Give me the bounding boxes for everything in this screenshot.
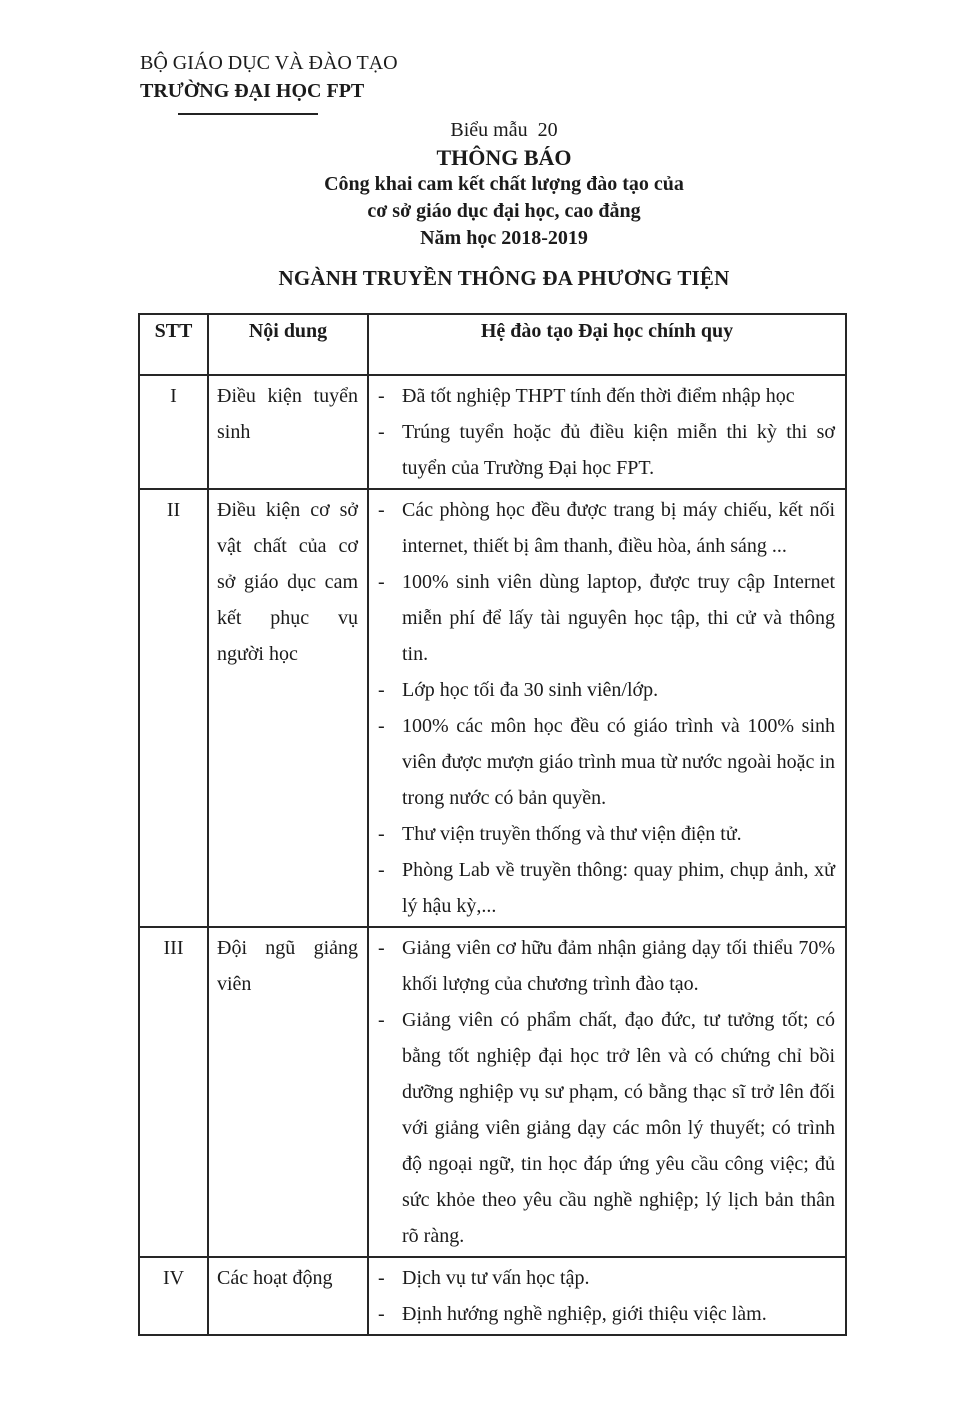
bullet-dash: -	[378, 679, 385, 701]
detail-item	[377, 708, 835, 816]
content-cell	[208, 927, 368, 1257]
bullet-dash: -	[378, 1009, 385, 1031]
table-header	[139, 314, 846, 375]
bullet-dash: -	[378, 385, 385, 407]
detail-item	[377, 492, 835, 564]
detail-item	[377, 852, 835, 924]
bullet-dash: -	[378, 1267, 385, 1289]
detail-text: Giảng viên có phẩm chất, đạo đức, tư tưởng tốt; có bằng tốt nghiệp đại học trở lên và có chứng chỉ bồi dưỡng nghiệp vụ sư phạm, có bằng thạc sĩ trở lên đối với giảng viên giảng dạy các môn lý thuyết; có trình độ ngoại ngữ, tin học đáp ứng yêu cầu công việc; đủ sức khỏe theo yêu cầu nghề nghiệp; lý lịch bản thân rõ ràng.	[402, 1009, 835, 1247]
content-cell	[208, 375, 368, 489]
title-block	[138, 117, 870, 292]
detail-list	[369, 376, 845, 488]
details-cell	[368, 489, 846, 927]
form-number-label: Biểu mẫu 20	[450, 119, 558, 141]
table-row	[139, 927, 846, 1257]
university-name: TRƯỜNG ĐẠI HỌC FPT	[140, 80, 365, 102]
detail-text: Đã tốt nghiệp THPT tính đến thời điểm nhập học	[402, 385, 795, 407]
document-page	[0, 49, 960, 1336]
detail-item	[377, 1296, 835, 1332]
table-header-row	[139, 314, 846, 375]
table-body	[139, 375, 846, 1335]
content-label: Điều kiện tuyển sinh	[217, 385, 358, 443]
doc-subtitle-2: cơ sở giáo dục đại học, cao đẳng	[367, 200, 641, 222]
bullet-dash: -	[378, 859, 385, 881]
details-cell	[368, 1257, 846, 1335]
detail-text: Dịch vụ tư vấn học tập.	[402, 1267, 590, 1289]
detail-text: Phòng Lab về truyền thông: quay phim, chụp ảnh, xử lý hậu kỳ,...	[402, 859, 835, 917]
detail-item	[377, 1260, 835, 1296]
major-title: NGÀNH TRUYỀN THÔNG ĐA PHƯƠNG TIỆN	[278, 266, 730, 290]
bullet-dash: -	[378, 937, 385, 959]
table-row	[139, 1257, 846, 1335]
detail-text: Thư viện truyền thống và thư viện điện tử.	[402, 823, 742, 845]
bullet-dash: -	[378, 421, 385, 443]
academic-year: Năm học 2018-2019	[420, 227, 588, 249]
content-label: Các hoạt động	[217, 1267, 333, 1289]
detail-text: Trúng tuyển hoặc đủ điều kiện miễn thi kỳ thi sơ tuyển của Trường Đại học FPT.	[402, 421, 835, 479]
row-number-cell: III	[139, 927, 208, 1257]
detail-item	[377, 564, 835, 672]
detail-item	[377, 672, 835, 708]
detail-text: Định hướng nghề nghiệp, giới thiệu việc làm.	[402, 1303, 767, 1325]
row-number-cell: IV	[139, 1257, 208, 1335]
col-header-noi-dung: Nội dung	[208, 314, 368, 375]
detail-item	[377, 414, 835, 486]
bullet-dash: -	[378, 1303, 385, 1325]
content-cell	[208, 1257, 368, 1335]
col-header-stt: STT	[139, 314, 208, 375]
content-label: Đội ngũ giảng viên	[217, 937, 358, 995]
col-header-he-dao-tao: Hệ đào tạo Đại học chính quy	[368, 314, 846, 375]
detail-item	[377, 816, 835, 852]
table-row	[139, 375, 846, 489]
detail-text: Lớp học tối đa 30 sinh viên/lớp.	[402, 679, 659, 701]
content-label: Điều kiện cơ sở vật chất của cơ sở giáo dục cam kết phục vụ người học	[217, 499, 358, 665]
header-divider-line	[178, 113, 318, 115]
row-number-cell: II	[139, 489, 208, 927]
detail-text: 100% các môn học đều có giáo trình và 100% sinh viên được mượn giáo trình mua từ nước ngoài hoặc in trong nước có bản quyền.	[402, 715, 835, 809]
detail-item	[377, 378, 835, 414]
ministry-name: BỘ GIÁO DỤC VÀ ĐÀO TẠO	[140, 52, 398, 74]
commitment-table	[138, 313, 847, 1336]
detail-list	[369, 490, 845, 926]
bullet-dash: -	[378, 715, 385, 737]
detail-text: 100% sinh viên dùng laptop, được truy cập Internet miễn phí để lấy tài nguyên học tập, thi cử và thông tin.	[402, 571, 835, 665]
table-row	[139, 489, 846, 927]
bullet-dash: -	[378, 823, 385, 845]
bullet-dash: -	[378, 571, 385, 593]
details-cell	[368, 927, 846, 1257]
bullet-dash: -	[378, 499, 385, 521]
detail-text: Giảng viên cơ hữu đảm nhận giảng dạy tối thiểu 70% khối lượng của chương trình đào tạo.	[402, 937, 835, 995]
detail-list	[369, 1258, 845, 1334]
content-cell	[208, 489, 368, 927]
detail-text: Các phòng học đều được trang bị máy chiếu, kết nối internet, thiết bị âm thanh, điều hòa, ánh sáng ...	[402, 499, 835, 557]
doc-title: THÔNG BÁO	[436, 145, 572, 170]
org-header	[140, 49, 960, 115]
detail-item	[377, 1002, 835, 1254]
detail-item	[377, 930, 835, 1002]
detail-list	[369, 928, 845, 1256]
details-cell	[368, 375, 846, 489]
row-number-cell: I	[139, 375, 208, 489]
doc-subtitle-1: Công khai cam kết chất lượng đào tạo của	[324, 173, 684, 195]
